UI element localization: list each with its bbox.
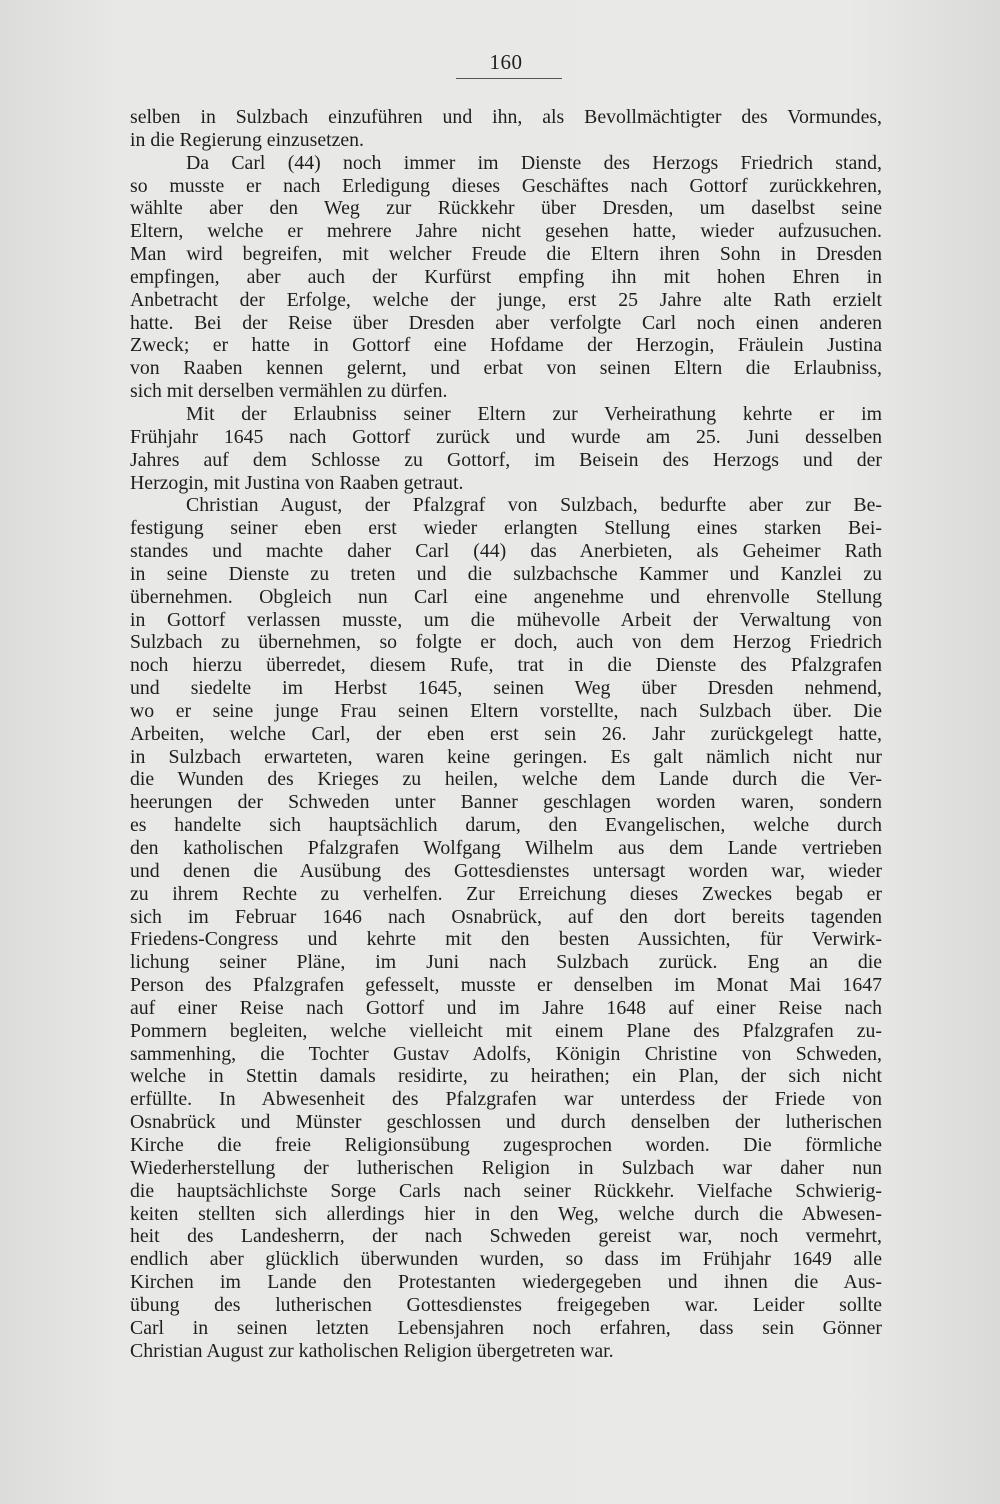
text-line: Mit der Erlaubniss seiner Eltern zur Verheirathung kehrte er im bbox=[186, 402, 882, 425]
body-text bbox=[130, 106, 882, 1362]
text-line: Pommern begleiten, welche vielleicht mit einem Plane des Pfalzgrafen zu- bbox=[130, 1019, 882, 1042]
text-line: hatte. Bei der Reise über Dresden aber verfolgte Carl noch einen anderen bbox=[130, 311, 882, 334]
text-line: lichung seiner Pläne, im Juni nach Sulzbach zurück. Eng an die bbox=[130, 951, 882, 974]
text-line: Frühjahr 1645 nach Gottorf zurück und wurde am 25. Juni desselben bbox=[130, 425, 882, 448]
text-line: Person des Pfalzgrafen gefesselt, musste er denselben im Monat Mai 1647 bbox=[130, 974, 882, 997]
text-line: wo er seine junge Frau seinen Eltern vorstellte, nach Sulzbach über. Die bbox=[130, 699, 882, 722]
text-line: Da Carl (44) noch immer im Dienste des Herzogs Friedrich stand, bbox=[186, 151, 882, 174]
text-line: Jahres auf dem Schlosse zu Gottorf, im Beisein des Herzogs und der bbox=[130, 448, 882, 471]
text-line: Man wird begreifen, mit welcher Freude die Eltern ihren Sohn in Dresden bbox=[130, 243, 882, 266]
text-line: den katholischen Pfalzgrafen Wolfgang Wilhelm aus dem Lande vertrieben bbox=[130, 837, 882, 859]
text-line: von Raaben kennen gelernt, und erbat von seinen Eltern die Erlaubniss, bbox=[130, 357, 882, 380]
text-line: Friedens-Congress und kehrte mit den besten Aussichten, für Verwirk- bbox=[130, 928, 882, 951]
text-line: die hauptsächlichste Sorge Carls nach seiner Rückkehr. Vielfache Schwierig- bbox=[130, 1179, 882, 1202]
text-line: sammenhing, die Tochter Gustav Adolfs, Königin Christine von Schweden, bbox=[130, 1042, 882, 1065]
text-line: übernehmen. Obgleich nun Carl eine angenehme und ehrenvolle Stellung bbox=[130, 585, 882, 608]
text-line: heerungen der Schweden unter Banner geschlagen worden waren, sondern bbox=[130, 791, 882, 814]
text-line: wählte aber den Weg zur Rückkehr über Dresden, um daselbst seine bbox=[130, 197, 882, 220]
text-line: in Sulzbach erwarteten, waren keine geringen. Es galt nämlich nicht nur bbox=[130, 745, 882, 768]
text-line: sich mit derselben vermählen zu dürfen. bbox=[130, 380, 448, 403]
text-line: selben in Sulzbach einzuführen und ihn, als Bevollmächtigter des Vormundes, bbox=[130, 106, 882, 128]
text-line: Kirche die freie Religionsübung zugesprochen worden. Die förmliche bbox=[130, 1133, 882, 1156]
text-line: Carl in seinen letzten Lebensjahren noch erfahren, dass sein Gönner bbox=[130, 1316, 882, 1339]
text-line: Kirchen im Lande den Protestanten wiedergegeben und ihnen die Aus- bbox=[130, 1271, 882, 1294]
text-line: es handelte sich hauptsächlich darum, den Evangelischen, welche durch bbox=[130, 814, 882, 837]
text-line: und denen die Ausübung des Gottesdienstes untersagt worden war, wieder bbox=[130, 859, 882, 882]
text-line: empfingen, aber auch der Kurfürst empfing ihn mit hohen Ehren in bbox=[130, 265, 882, 288]
text-line: erfüllte. In Abwesenheit des Pfalzgrafen war unterdess der Friede von bbox=[130, 1088, 882, 1111]
text-line: auf einer Reise nach Gottorf und im Jahre 1648 auf einer Reise nach bbox=[130, 996, 882, 1019]
text-line: zu ihrem Rechte zu verhelfen. Zur Erreichung dieses Zweckes begab er bbox=[130, 882, 882, 905]
text-line: endlich aber glücklich überwunden wurden, so dass im Frühjahr 1649 alle bbox=[130, 1248, 882, 1271]
text-line: in die Regierung einzusetzen. bbox=[130, 128, 364, 151]
text-line: standes und machte daher Carl (44) das Anerbieten, als Geheimer Rath bbox=[130, 540, 882, 563]
header-rule bbox=[456, 78, 562, 79]
text-line: Sulzbach zu übernehmen, so folgte er doch, auch von dem Herzog Friedrich bbox=[130, 631, 882, 654]
text-line: Osnabrück und Münster geschlossen und durch denselben der lutherischen bbox=[130, 1111, 882, 1134]
text-line: Christian August, der Pfalzgraf von Sulzbach, bedurfte aber zur Be- bbox=[186, 494, 882, 517]
text-line: Arbeiten, welche Carl, der eben erst sein 26. Jahr zurückgelegt hatte, bbox=[130, 722, 882, 745]
text-line: keiten stellten sich allerdings hier in den Weg, welche durch die Abwesen- bbox=[130, 1202, 882, 1225]
text-line: Anbetracht der Erfolge, welche der junge, erst 25 Jahre alte Rath erzielt bbox=[130, 288, 882, 311]
text-line: Zweck; er hatte in Gottorf eine Hofdame der Herzogin, Fräulein Justina bbox=[130, 334, 882, 357]
text-line: Eltern, welche er mehrere Jahre nicht gesehen hatte, wieder aufzusuchen. bbox=[130, 220, 882, 243]
text-line: Christian August zur katholischen Religion übergetreten war. bbox=[130, 1339, 614, 1362]
text-line: so musste er nach Erledigung dieses Geschäftes nach Gottorf zurückkehren, bbox=[130, 174, 882, 197]
text-line: übung des lutherischen Gottesdienstes freigegeben war. Leider sollte bbox=[130, 1293, 882, 1316]
text-line: in Gottorf verlassen musste, um die mühevolle Arbeit der Verwaltung von bbox=[130, 608, 882, 631]
text-line: heit des Landesherrn, der nach Schweden gereist war, noch vermehrt, bbox=[130, 1225, 882, 1248]
text-line: sich im Februar 1646 nach Osnabrück, auf den dort bereits tagenden bbox=[130, 905, 882, 928]
text-line: festigung seiner eben erst wieder erlangten Stellung eines starken Bei- bbox=[130, 517, 882, 540]
text-line: in seine Dienste zu treten und die sulzbachsche Kammer und Kanzlei zu bbox=[130, 562, 882, 585]
text-line: Herzogin, mit Justina von Raaben getraut. bbox=[130, 471, 464, 494]
text-line: die Wunden des Krieges zu heilen, welche dem Lande durch die Ver- bbox=[130, 768, 882, 791]
text-line: welche in Stettin damals residirte, zu heirathen; ein Plan, der sich nicht bbox=[130, 1065, 882, 1088]
page-number: 160 bbox=[489, 50, 523, 74]
text-line: noch hierzu überredet, diesem Rufe, trat in die Dienste des Pfalzgrafen bbox=[130, 654, 882, 677]
text-line: Wiederherstellung der lutherischen Religion in Sulzbach war daher nun bbox=[130, 1156, 882, 1179]
text-line: und siedelte im Herbst 1645, seinen Weg über Dresden nehmend, bbox=[130, 677, 882, 700]
